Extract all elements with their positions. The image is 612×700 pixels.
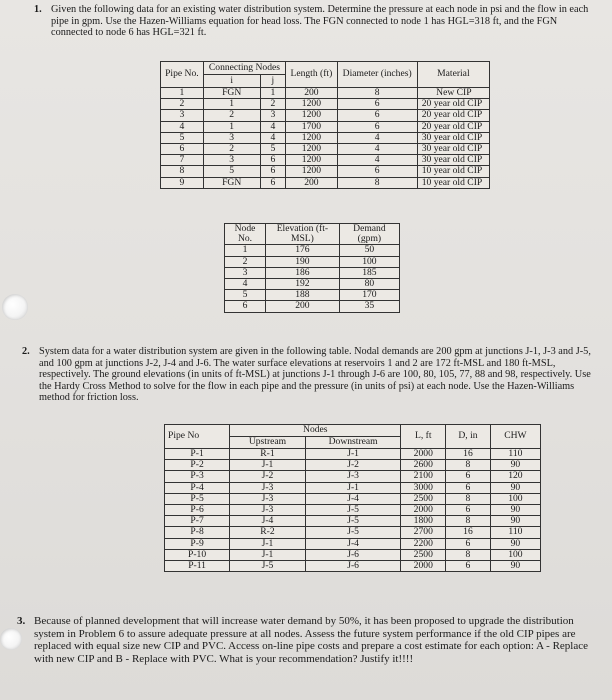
table-cell: 1200 [286,166,337,177]
table-cell: 1200 [286,132,337,143]
table-cell: 6 [161,144,204,155]
table-cell: 16 [446,449,491,460]
col-diameter: Diameter (inches) [337,62,417,88]
table-cell: J-5 [305,516,401,527]
table-cell: 3 [203,155,260,166]
table-row [225,301,400,312]
table-row [225,279,400,290]
table-cell: J-5 [305,505,401,516]
table-cell: 1200 [286,110,337,121]
table-cell: J-3 [230,493,306,504]
table-cell: 2100 [401,471,446,482]
table-cell: 8 [446,516,491,527]
pipe-data-table [160,61,490,189]
binder-hole [2,294,28,320]
table-cell: 100 [490,493,540,504]
table-cell: 35 [339,301,399,312]
table-cell: J-1 [230,549,306,560]
table-cell: P-5 [165,493,230,504]
table-cell: 4 [225,279,266,290]
table-cell: 6 [446,561,491,572]
problem-1 [34,4,596,39]
table-row [161,110,490,121]
table-row [165,493,541,504]
table-cell: 2600 [401,460,446,471]
table-cell: 110 [490,449,540,460]
table-row [161,121,490,132]
table-cell: 1 [203,121,260,132]
table-cell: 188 [266,290,340,301]
table-cell: J-2 [230,471,306,482]
table-cell: P-8 [165,527,230,538]
table-row [161,132,490,143]
col-length: Length (ft) [286,62,337,88]
table-cell: 30 year old CIP [417,155,489,166]
table-cell: 6 [337,166,417,177]
table-cell: P-7 [165,516,230,527]
table-cell: 4 [260,121,286,132]
problem-3 [17,615,599,665]
table-row [165,538,541,549]
table-row [165,505,541,516]
table-cell: R-1 [230,449,306,460]
table-cell: 2 [203,144,260,155]
table-cell: New CIP [417,88,489,99]
table-cell: 2 [225,256,266,267]
table-row [165,527,541,538]
table-cell: 1 [203,99,260,110]
table-cell: 3 [225,267,266,278]
table-cell: 9 [161,177,204,188]
table-row [165,482,541,493]
table-cell: 192 [266,279,340,290]
table-cell: 120 [490,471,540,482]
table-row [165,471,541,482]
table-cell: J-3 [230,482,306,493]
table-cell: 90 [490,460,540,471]
table-cell: 4 [337,155,417,166]
table-cell: P-6 [165,505,230,516]
col-node-no: Node No. [225,224,266,245]
table-cell: 6 [446,505,491,516]
table-cell: J-3 [230,505,306,516]
problem-3-number: 3. [17,615,26,627]
problem-2 [22,346,597,404]
table-cell: 6 [260,177,286,188]
table-cell: 5 [161,132,204,143]
table-cell: 5 [225,290,266,301]
table-cell: 4 [161,121,204,132]
table-cell: J-5 [305,527,401,538]
table-cell: 6 [260,166,286,177]
table-cell: 6 [446,538,491,549]
col-nodes: Nodes [230,425,401,437]
table-cell: 6 [446,471,491,482]
table-cell: 1200 [286,99,337,110]
problem-1-text: Given the following data for an existing water distribution system. Determine the pressure at each node in psi and the flow in each pipe in gpm. Use the Hazen-Williams equation for head loss. The FGN connected to node 1 has HGL=318 ft, and the FGN connected to node 6 has HGL=321 ft. [51,4,589,39]
table-cell: P-4 [165,482,230,493]
table-cell: 6 [337,99,417,110]
table-cell: J-6 [305,549,401,560]
table-row [225,267,400,278]
table-cell: 90 [490,561,540,572]
table-cell: 8 [161,166,204,177]
table-cell: 90 [490,482,540,493]
table-cell: 20 year old CIP [417,121,489,132]
table-cell: 8 [446,493,491,504]
table-cell: J-4 [230,516,306,527]
table-cell: 2 [203,110,260,121]
col-elevation: Elevation (ft-MSL) [266,224,340,245]
table-row [225,256,400,267]
table-cell: J-6 [305,561,401,572]
table-cell: P-9 [165,538,230,549]
table-cell: 1700 [286,121,337,132]
table-cell: 10 year old CIP [417,166,489,177]
table-cell: 2700 [401,527,446,538]
table-cell: 8 [446,549,491,560]
table-cell: 1200 [286,144,337,155]
table-cell: 186 [266,267,340,278]
table-cell: 2000 [401,505,446,516]
table-cell: 30 year old CIP [417,132,489,143]
table-cell: 2000 [401,449,446,460]
table-cell: 100 [339,256,399,267]
table-cell: J-2 [305,460,401,471]
table-row [225,290,400,301]
problem-2-text: System data for a water distribution system are given in the following table. Nodal demands are 200 gpm at junctions J-1, J-3 and J-5, and 100 gpm at junctions J-2, J-4 and J-6. The water surface elevations at reservoirs 1 and 2 are 172 ft-MSL and 180 ft-MSL, respectively. The ground elevations (in units of ft-MSL) at junctions J-1 through J-6 are 100, 80, 105, 77, 88 and 98, respectively. Use the Hardy Cross Method to solve for the flow in each pipe and the pressure (in units of psi) at each node. Use the Hazen-Williams method for friction loss. [39,346,591,404]
table-cell: 185 [339,267,399,278]
table-row [161,166,490,177]
table-cell: J-1 [305,449,401,460]
table-row [225,245,400,256]
problem-3-text: Because of planned development that will increase water demand by 50%, it has been proposed to upgrade the distribution system in Problem 6 to assure adequate pressure at all nodes. Assess the future system performance if the old CIP pipes are replaced with equal size new CIP and PVC. Access on-line pipe costs and prepare a cost estimate for each option: A - Replace with new CIP and B - Replace with PVC. What is your recommendation? Justify it!!!! [34,615,589,665]
table-cell: P-11 [165,561,230,572]
col-node-i: i [203,75,260,88]
table-cell: 4 [260,132,286,143]
table-cell: P-3 [165,471,230,482]
table-cell: 190 [266,256,340,267]
table-cell: 200 [286,88,337,99]
table-cell: 7 [161,155,204,166]
table-cell: 1200 [286,155,337,166]
table-cell: J-3 [305,471,401,482]
col-demand: Demand (gpm) [339,224,399,245]
table-cell: 90 [490,516,540,527]
table-cell: 8 [337,177,417,188]
table-cell: J-1 [305,482,401,493]
table-row [165,561,541,572]
table-cell: 50 [339,245,399,256]
problem-2-number: 2. [22,346,30,357]
table-cell: FGN [203,177,260,188]
table-row [161,88,490,99]
table-cell: 100 [490,549,540,560]
problem-1-number: 1. [34,4,42,15]
table-cell: 90 [490,538,540,549]
table-cell: J-4 [305,493,401,504]
col-upstream: Upstream [230,437,306,449]
table-row [161,155,490,166]
table-cell: FGN [203,88,260,99]
col-downstream: Downstream [305,437,401,449]
table-cell: 1 [225,245,266,256]
col-length: L, ft [401,425,446,449]
table-cell: 3 [260,110,286,121]
table-cell: 5 [260,144,286,155]
table-row [161,99,490,110]
table-cell: 90 [490,505,540,516]
table-cell: 2 [161,99,204,110]
table-cell: 8 [337,88,417,99]
table-row [165,460,541,471]
node-data-table [224,223,400,313]
table-cell: 6 [337,110,417,121]
table-cell: 2000 [401,561,446,572]
table-cell: 1 [161,88,204,99]
table-cell: 6 [446,482,491,493]
col-connecting-nodes: Connecting Nodes [203,62,285,75]
table-cell: 2 [260,99,286,110]
table-cell: P-2 [165,460,230,471]
table-row [161,144,490,155]
table-cell: 16 [446,527,491,538]
table-cell: 80 [339,279,399,290]
col-material: Material [417,62,489,88]
table-cell: R-2 [230,527,306,538]
col-pipe-no: Pipe No [165,425,230,449]
table-cell: 20 year old CIP [417,99,489,110]
table-cell: 6 [260,155,286,166]
col-chw: CHW [490,425,540,449]
table-cell: 3 [203,132,260,143]
table-cell: J-1 [230,460,306,471]
col-node-j: j [260,75,286,88]
col-pipe-no: Pipe No. [161,62,204,88]
table-cell: 4 [337,144,417,155]
table-cell: 200 [266,301,340,312]
table-row [165,449,541,460]
table-cell: 200 [286,177,337,188]
table-cell: 1 [260,88,286,99]
table-row [165,516,541,527]
table-cell: P-1 [165,449,230,460]
table-cell: 170 [339,290,399,301]
table-cell: 110 [490,527,540,538]
col-diameter: D, in [446,425,491,449]
table-cell: 176 [266,245,340,256]
table-cell: 1800 [401,516,446,527]
table-cell: 2200 [401,538,446,549]
table-cell: 10 year old CIP [417,177,489,188]
table-cell: 30 year old CIP [417,144,489,155]
table-cell: P-10 [165,549,230,560]
table-row [161,177,490,188]
table-cell: 6 [337,121,417,132]
table-cell: 3 [161,110,204,121]
table-cell: 2500 [401,493,446,504]
system-data-table [164,424,541,572]
table-cell: J-1 [230,538,306,549]
table-cell: J-5 [230,561,306,572]
table-cell: 3000 [401,482,446,493]
table-cell: 6 [225,301,266,312]
table-cell: 2500 [401,549,446,560]
table-cell: 20 year old CIP [417,110,489,121]
table-cell: 4 [337,132,417,143]
table-cell: 5 [203,166,260,177]
table-cell: 8 [446,460,491,471]
table-row [165,549,541,560]
table-cell: J-4 [305,538,401,549]
